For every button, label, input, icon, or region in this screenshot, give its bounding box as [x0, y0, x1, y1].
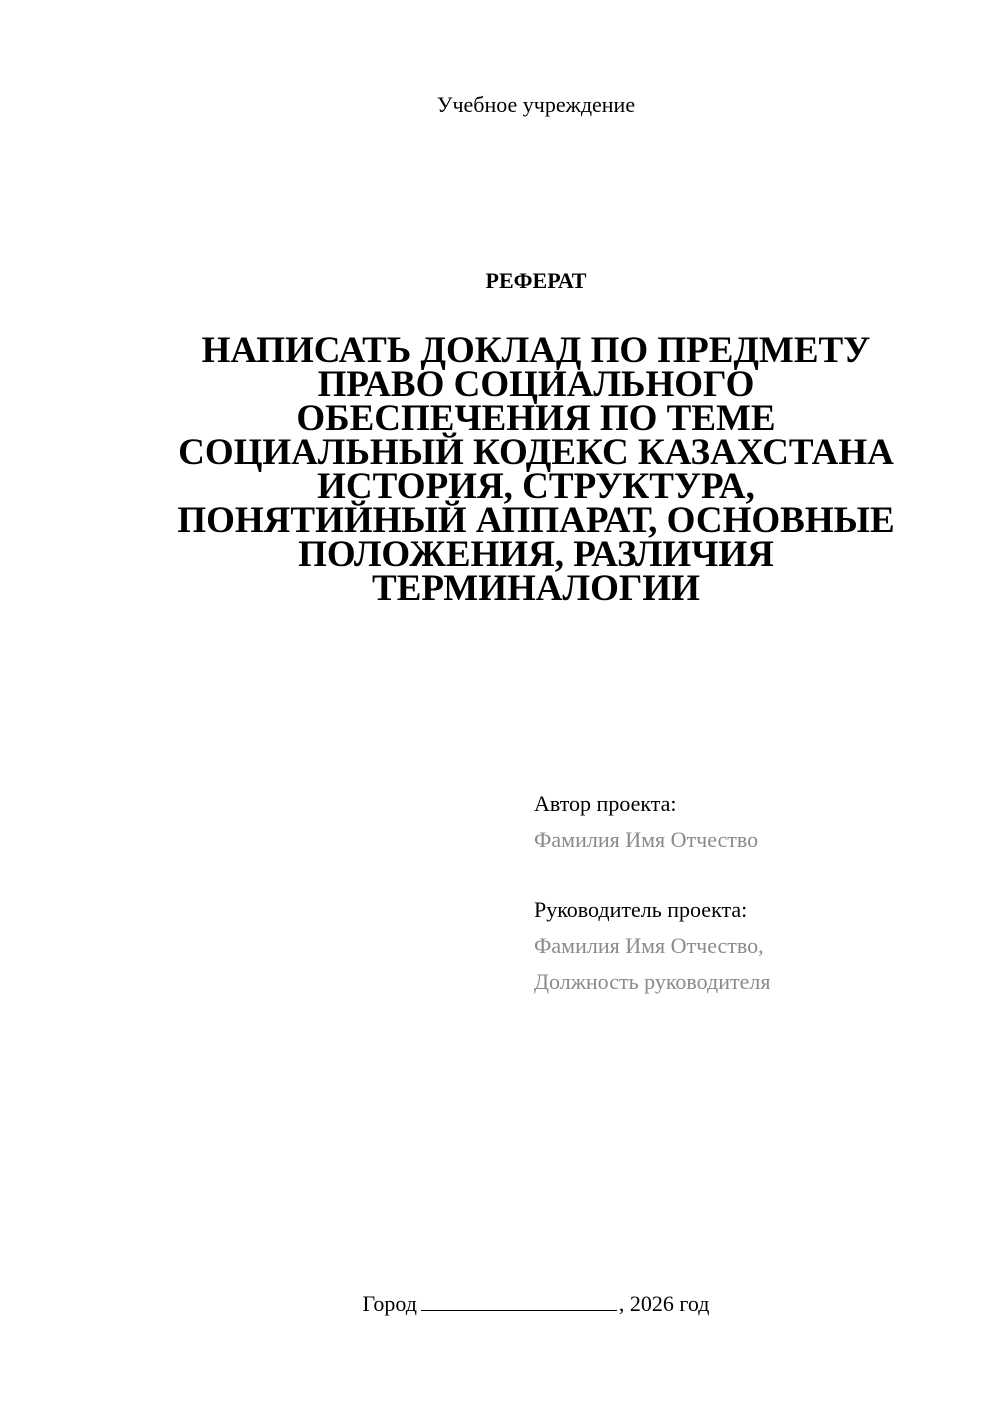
- city-blank-line: [421, 1288, 617, 1311]
- author-block: [534, 786, 758, 858]
- year-text: , 2026 год: [618, 1291, 710, 1316]
- document-title: [130, 330, 942, 609]
- supervisor-block: [534, 892, 770, 1000]
- city-label: Город: [362, 1291, 417, 1316]
- institution-name: Учебное учреждение: [436, 92, 636, 117]
- supervisor-label: Руководитель проекта:: [534, 897, 748, 922]
- title-line: ТЕРМИНАЛОГИИ: [372, 568, 700, 609]
- author-label: Автор проекта:: [534, 791, 677, 816]
- title-line: ПОЛОЖЕНИЯ, РАЗЛИЧИЯ: [298, 534, 774, 575]
- document-type: РЕФЕРАТ: [485, 268, 587, 293]
- supervisor-name: Фамилия Имя Отчество,: [534, 933, 764, 958]
- title-line: ИСТОРИЯ, СТРУКТУРА,: [317, 466, 755, 507]
- title-line: ОБЕСПЕЧЕНИЯ ПО ТЕМЕ: [296, 398, 776, 439]
- title-line: СОЦИАЛЬНЫЙ КОДЕКС КАЗАХСТАНА: [178, 432, 894, 473]
- supervisor-position: Должность руководителя: [534, 969, 771, 994]
- author-name: Фамилия Имя Отчество: [534, 827, 759, 852]
- title-line: НАПИСАТЬ ДОКЛАД ПО ПРЕДМЕТУ: [201, 330, 871, 371]
- title-line: ПОНЯТИЙНЫЙ АППАРАТ, ОСНОВНЫЕ: [177, 500, 895, 541]
- footer-city-year: [0, 1288, 1000, 1317]
- title-line: ПРАВО СОЦИАЛЬНОГО: [317, 364, 755, 405]
